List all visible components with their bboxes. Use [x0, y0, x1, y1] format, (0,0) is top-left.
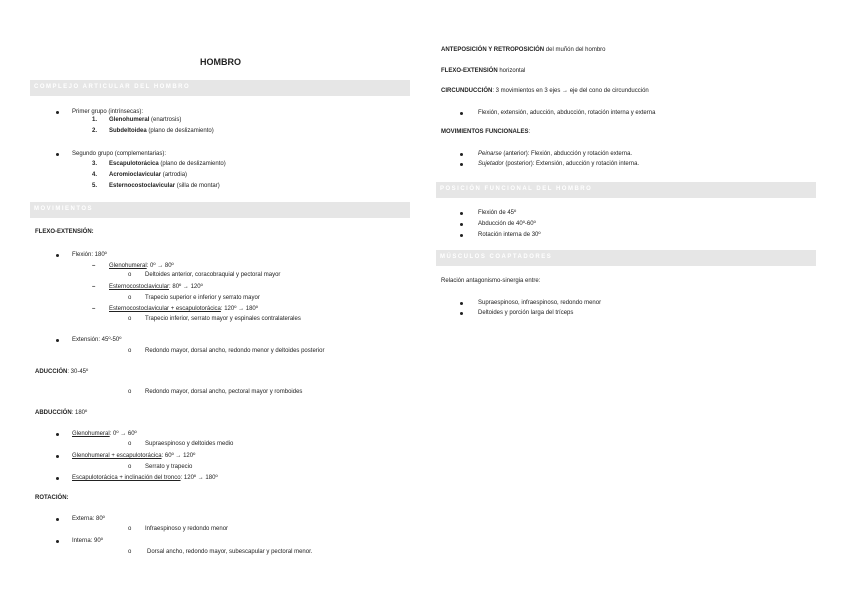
section-header-label: COMPLEJO ARTICULAR DEL HOMBRO	[34, 84, 191, 90]
abduccion-phase-1: Glenohumeral: 0º → 60º	[72, 431, 137, 437]
group1-label: Primer grupo (intrínsecas):	[72, 109, 144, 115]
bullet-icon	[460, 153, 463, 156]
dash-icon: –	[92, 263, 96, 269]
bullet-icon	[460, 223, 463, 226]
bullet-icon	[460, 163, 463, 166]
abduccion-phase-2-muscles: Serrato y trapecio	[145, 464, 193, 470]
flexion-phase-2: Esternocostoclavicular: 80º → 120º	[109, 284, 203, 290]
group2-label: Segundo grupo (complementarias):	[72, 151, 167, 157]
abduccion-phase-1-muscles: Supraespinoso y deltoides medio	[145, 441, 234, 447]
relacion-heading: Relación antagonismo-sinergia entre:	[441, 278, 541, 284]
bullet-icon	[56, 254, 59, 257]
flexion-label: Flexión: 180º	[72, 252, 107, 258]
abduccion-heading: ABDUCCIÓN: 180º	[35, 410, 88, 416]
circunduccion-heading: CIRCUNDUCCIÓN: 3 movimientos en 3 ejes → eje del cono de circunducción	[441, 88, 649, 94]
circle-bullet-icon: o	[128, 272, 132, 278]
flexo-horizontal-heading: FLEXO-EXTENSIÓN horizontal	[441, 68, 526, 74]
bullet-icon	[460, 312, 463, 315]
list-item: Esternocostoclavicular (silla de montar)	[109, 183, 220, 189]
relacion-item: Supraespinoso, infraespinoso, redondo menor	[478, 300, 602, 306]
extension-label: Extensión: 45º-50º	[72, 337, 122, 343]
list-item: Subdeltoidea (plano de deslizamiento)	[109, 128, 214, 134]
aduccion-heading: ADUCCIÓN: 30-45º	[35, 369, 89, 375]
flexion-phase-3: Esternocostoclavicular + escapulotorácica: 120º → 180º	[109, 306, 258, 312]
list-item: Glenohumeral (enartrosis)	[109, 117, 182, 123]
posicion-item: Flexión de 45º	[478, 210, 517, 216]
dash-icon: –	[92, 284, 96, 290]
list-item: Escapulotorácica (plano de deslizamiento)	[109, 161, 226, 167]
section-header-posicion-funcional	[436, 182, 816, 198]
flexion-phase-1: Glenohumeral: 0º → 80º	[109, 263, 174, 269]
bullet-icon	[56, 540, 59, 543]
rotacion-heading: ROTACIÓN:	[35, 495, 69, 501]
section-header-label: MÚSCULOS COAPTADORES	[440, 254, 553, 260]
bullet-icon	[460, 212, 463, 215]
extension-muscles: Redondo mayor, dorsal ancho, redondo menor y deltoides posterior	[145, 348, 325, 354]
bullet-icon	[460, 302, 463, 305]
circle-bullet-icon: o	[128, 348, 132, 354]
rotacion-interna-muscles: Dorsal ancho, redondo mayor, subescapular y pectoral menor.	[147, 549, 313, 555]
list-number: 2.	[92, 128, 98, 134]
flexion-phase-2-muscles: Trapecio superior e inferior y serrato mayor	[145, 295, 260, 301]
posicion-item: Abducción de 40º-60º	[478, 221, 536, 227]
abduccion-phase-3: Escapulotorácica + inclinación del tronco: 120º → 180º	[72, 475, 218, 481]
list-number: 4.	[92, 172, 98, 178]
bullet-icon	[56, 153, 59, 156]
page-title: HOMBRO	[200, 57, 241, 67]
movimientos-funcionales-heading: MOVIMIENTOS FUNCIONALES:	[441, 129, 531, 135]
abduccion-phase-2: Glenohumeral + escapulotorácica: 60º → 120º	[72, 453, 196, 459]
bullet-icon	[56, 518, 59, 521]
circle-bullet-icon: o	[128, 389, 132, 395]
section-header-movimientos	[30, 202, 410, 218]
section-header-complejo	[30, 80, 410, 96]
bullet-icon	[56, 433, 59, 436]
bullet-icon	[460, 234, 463, 237]
bullet-icon	[56, 477, 59, 480]
circle-bullet-icon: o	[128, 526, 132, 532]
flexion-phase-1-muscles: Deltoides anterior, coracobraquial y pectoral mayor	[145, 272, 281, 278]
list-number: 5.	[92, 183, 98, 189]
rotacion-externa-muscles: Infraespinoso y redondo menor	[145, 526, 229, 532]
section-header-label: POSICIÓN FUNCIONAL DEL HOMBRO	[440, 186, 593, 192]
funcional-sujetador: Sujetador (posterior): Extensión, aducción y rotación interna.	[478, 161, 640, 167]
list-number: 1.	[92, 117, 98, 123]
circle-bullet-icon: o	[128, 549, 132, 555]
flexo-extension-heading: FLEXO-EXTENSIÓN:	[35, 229, 94, 235]
circle-bullet-icon: o	[128, 464, 132, 470]
circle-bullet-icon: o	[128, 441, 132, 447]
circle-bullet-icon: o	[128, 316, 132, 322]
rotacion-externa: Externa: 80º	[72, 516, 105, 522]
circunduccion-item: Flexión, extensión, aducción, abducción, rotación interna y externa	[478, 110, 656, 116]
dash-icon: –	[92, 306, 96, 312]
funcional-peinarse: Peinarse (anterior): Flexión, abducción y rotación externa.	[478, 151, 633, 157]
bullet-icon	[460, 112, 463, 115]
rotacion-interna: Interna: 90º	[72, 538, 103, 544]
section-header-label: MOVIMIENTOS	[34, 206, 94, 212]
relacion-item: Deltoides y porción larga del tríceps	[478, 310, 574, 316]
circle-bullet-icon: o	[128, 295, 132, 301]
bullet-icon	[56, 111, 59, 114]
list-number: 3.	[92, 161, 98, 167]
flexion-phase-3-muscles: Trapecio inferior, serrato mayor y espinales contralaterales	[145, 316, 301, 322]
posicion-item: Rotación interna de 30º	[478, 232, 541, 238]
bullet-icon	[56, 455, 59, 458]
section-header-musculos-coaptadores	[436, 250, 816, 266]
aduccion-muscles: Redondo mayor, dorsal ancho, pectoral mayor y romboides	[145, 389, 303, 395]
list-item: Acromioclavicular (artrodia)	[109, 172, 188, 178]
anteposicion-heading: ANTEPOSICIÓN Y RETROPOSICIÓN del muñón del hombro	[441, 47, 606, 53]
bullet-icon	[56, 339, 59, 342]
